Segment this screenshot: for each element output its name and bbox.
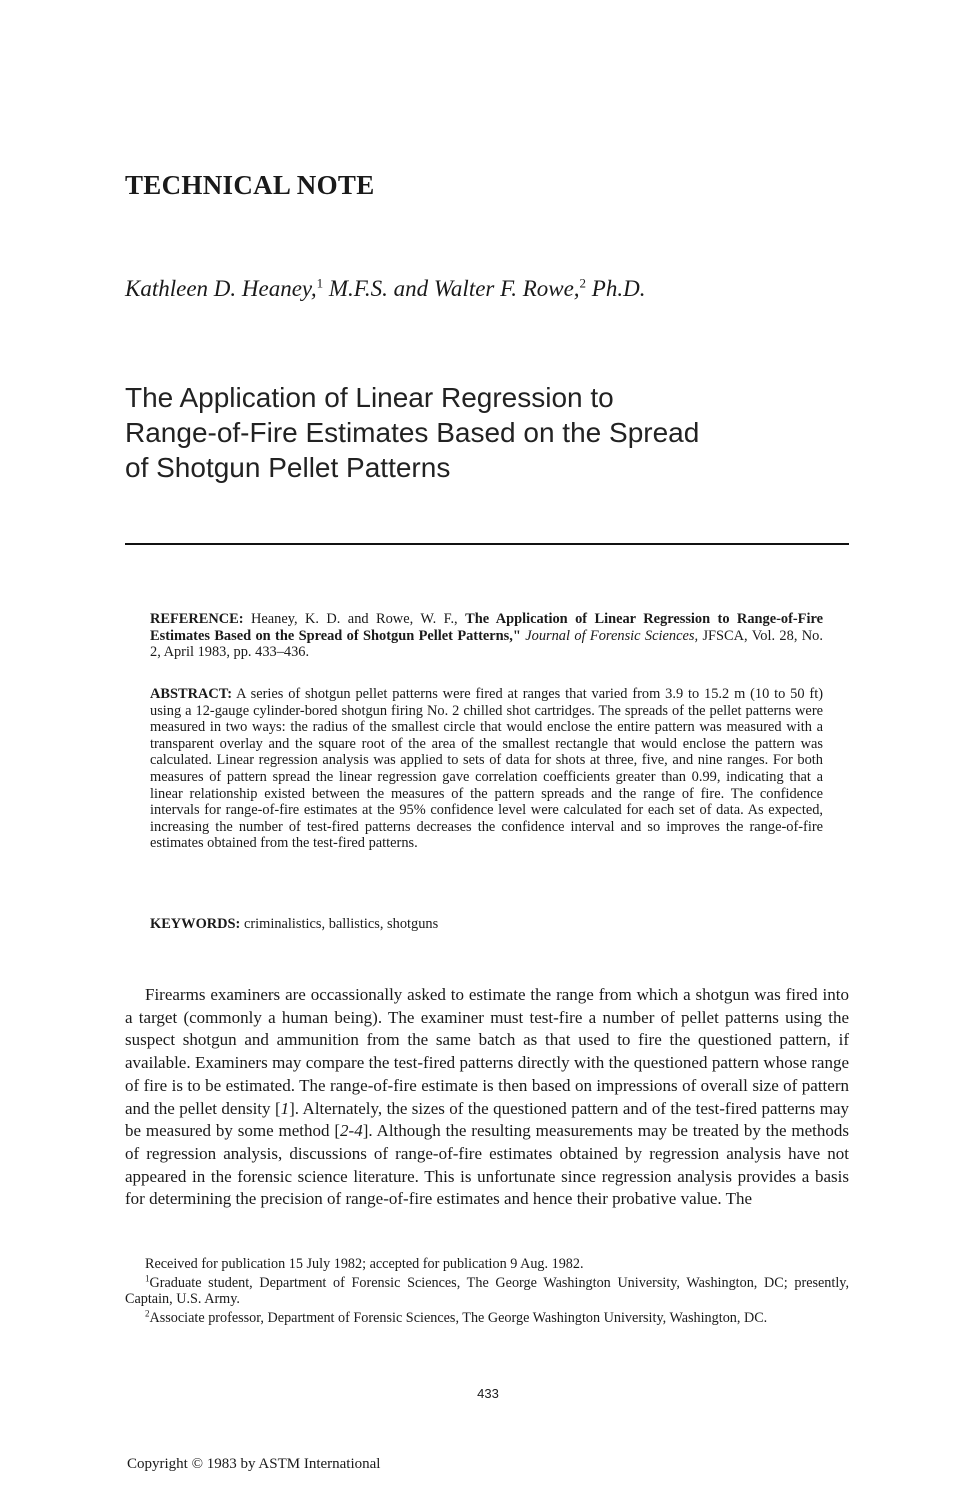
- reference-label: REFERENCE:: [150, 611, 244, 627]
- footnote-2-mark: 2: [145, 1308, 150, 1319]
- footnote-1: [125, 1272, 849, 1308]
- author-1-name: Kathleen D. Heaney,: [125, 276, 317, 301]
- body-text-segment: ]. Although the resulting measurements may be treated by the methods of regression analysis, discussions of range-of-fire estimates obtained by regression analysis have not appeared in the forensic science literature. This is unfortunate since regression analysis provides a basis for determining the precision of range-of-fire estimates and hence their probative value. The: [125, 1121, 849, 1209]
- reference-citation: JFSCA, Vol. 28, No. 2, April 1983, pp. 433–436.: [150, 627, 823, 661]
- author-1-footnote-mark: 1: [316, 275, 324, 291]
- citation-ref-2-4: 2-4: [340, 1121, 363, 1141]
- reference-title: The Application of Linear Regression to Range-of-Fire Estimates Based on the Spread of Shotgun Pellet Patterns,": [150, 611, 823, 644]
- reference-authors: Heaney, K. D. and Rowe, W. F.,: [250, 611, 458, 627]
- author-line: [125, 276, 645, 302]
- body-text: [125, 984, 849, 1211]
- footnote-1-text: Graduate student, Department of Forensic Sciences, The George Washington University, Washington, DC; presently, Captain, U.S. Army.: [125, 1274, 849, 1308]
- reference-block: [150, 611, 823, 661]
- body-text-segment: ]. Alternately, the sizes of the questioned pattern and of the test-fired patterns may be measured by some method [: [125, 1098, 849, 1141]
- author-2-footnote-mark: 2: [579, 275, 587, 291]
- keywords-text: criminalistics, ballistics, shotguns: [243, 916, 439, 932]
- abstract-label: ABSTRACT:: [150, 686, 233, 702]
- author-2-name: Walter F. Rowe,: [433, 276, 580, 301]
- author-conjunction: and: [393, 276, 429, 301]
- body-text-segment: Firearms examiners are occassionally asked to estimate the range from which a shotgun was fired into a target (commonly a human being). The examiner must test-fire a number of pellet patterns using the suspect shotgun and ammunition from the same batch as that used to fire the questioned pattern, if available. Examiners may compare the test-fired patterns directly with the questioned pattern whose range of fire is to be estimated. The range-of-fire estimate is then based on impressions of overall size of pattern and the pellet density [: [125, 985, 849, 1118]
- title-line-3: of Shotgun Pellet Patterns: [125, 452, 451, 483]
- keywords-label: KEYWORDS:: [150, 916, 241, 932]
- author-2-degree: Ph.D.: [591, 276, 646, 301]
- abstract-text: A series of shotgun pellet patterns were fired at ranges that varied from 3.9 to 15.2 m (10 to 50 ft) using a 12-gauge cylinder-bored shotgun firing No. 2 chilled shot cartridges. The spreads of the pellet patterns were measured in two ways: the radius of the smallest circle that would enclose the entire pattern was measured with a transparent overlay and the square root of the area of the smallest rectangle that would enclose the pattern was calculated. Linear regression analysis was applied to sets of data for shots at three, five, and nine ranges. For both measures of pattern spread the linear regression gave correlation coefficients greater than 0.99, indicating that a linear relationship existed between the measures of the pattern spreads and the range of fire. The confidence intervals for range-of-fire estimates at the 95% confidence level were calculated for each set of data. As expected, increasing the number of test-fired patterns decreases the confidence interval and so improves the range-of-fire estimates obtained from the test-fired patterns.: [150, 686, 823, 852]
- keywords-block: [150, 916, 823, 933]
- footnote-1-mark: 1: [145, 1272, 150, 1283]
- title-divider: [125, 543, 849, 545]
- paper-title: [125, 380, 845, 485]
- section-heading: TECHNICAL NOTE: [125, 170, 375, 200]
- body-paragraph: [125, 984, 849, 1211]
- footnote-2: [125, 1310, 849, 1327]
- citation-ref-1: 1: [280, 1098, 290, 1118]
- abstract-block: [150, 686, 823, 852]
- author-1-degree: M.F.S.: [328, 276, 388, 301]
- page-number: 433: [477, 1386, 499, 1401]
- copyright-notice: Copyright © 1983 by ASTM International: [127, 1456, 381, 1472]
- title-line-1: The Application of Linear Regression to: [125, 382, 614, 413]
- title-line-2: Range-of-Fire Estimates Based on the Spread: [125, 417, 700, 448]
- footnotes: [125, 1256, 849, 1328]
- footnote-received: Received for publication 15 July 1982; accepted for publication 9 Aug. 1982.: [145, 1256, 584, 1272]
- reference-journal: Journal of Forensic Sciences,: [525, 627, 699, 644]
- footnote-2-text: Associate professor, Department of Forensic Sciences, The George Washington University, Washington, DC.: [149, 1309, 768, 1326]
